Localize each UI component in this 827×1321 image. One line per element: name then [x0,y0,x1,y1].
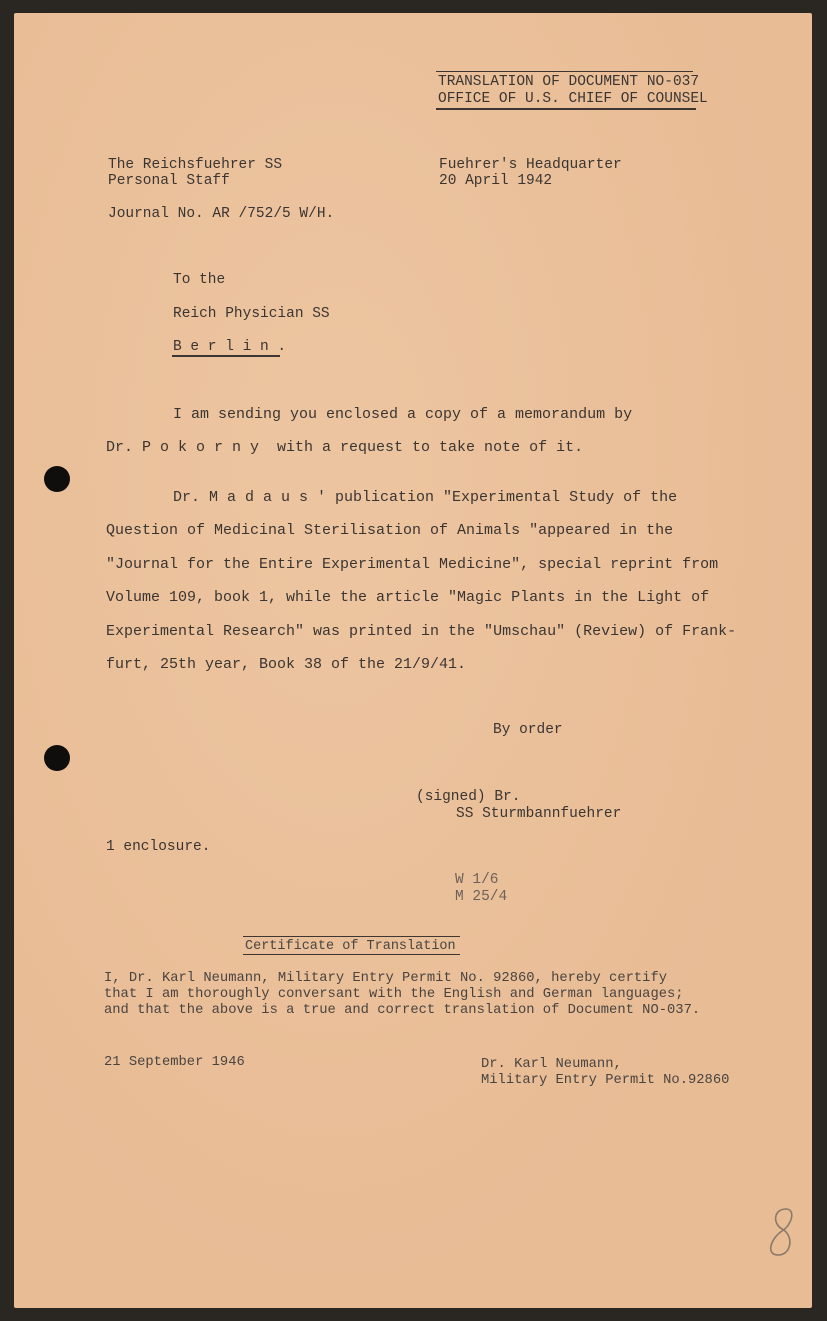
certificate-line-3: and that the above is a true and correct translation of Document NO-037. [104,1003,701,1018]
reference-mark-2: M 25/4 [455,889,508,905]
header-line-2: OFFICE OF U.S. CHIEF OF COUNSEL [438,91,708,107]
punch-hole-top [44,466,70,492]
body-paragraph-2-line-3: "Journal for the Entire Experimental Medicine", special reprint from [106,556,719,573]
body-paragraph-2-line-2: Question of Medicinal Sterilisation of Animals "appeared in the [106,522,674,539]
header-overline [436,71,693,72]
journal-number: Journal No. AR /752/5 W/H. [108,206,335,222]
sender-line-2: Personal Staff [108,173,230,189]
body-paragraph-2-line-6: furt, 25th year, Book 38 of the 21/9/41. [106,656,467,673]
recipient-city-underline [172,355,280,357]
body-paragraph-2-line-4: Volume 109, book 1, while the article "Magic Plants in the Light of [106,589,710,606]
recipient-city: B e r l i n . [173,339,287,355]
signature-rank: SS Sturmbannfuehrer [456,806,622,822]
sender-line-1: The Reichsfuehrer SS [108,157,283,173]
punch-hole-bottom [44,745,70,771]
certificate-title-underline [243,954,460,955]
body-paragraph-1-line-1: I am sending you enclosed a copy of a memorandum by [173,406,633,423]
body-paragraph-2-line-1: Dr. M a d a u s ' publication "Experimental Study of the [173,489,678,506]
header-line-1: TRANSLATION OF DOCUMENT NO-037 [438,74,700,90]
certificate-title: Certificate of Translation [245,939,456,954]
certificate-title-overline [243,936,460,937]
signature-signed: (signed) Br. [416,789,521,805]
body-paragraph-2-line-5: Experimental Research" was printed in the "Umschau" (Review) of Frank- [106,623,737,640]
recipient-to: To the [173,272,226,288]
certificate-permit: Military Entry Permit No.92860 [481,1073,730,1088]
dateline-date: 20 April 1942 [439,173,553,189]
body-paragraph-1-line-2: Dr. P o k o r n y with a request to take note of it. [106,439,584,456]
dateline-place: Fuehrer's Headquarter [439,157,622,173]
recipient-name: Reich Physician SS [173,306,330,322]
enclosure-note: 1 enclosure. [106,839,211,855]
certificate-line-2: that I am thoroughly conversant with the English and German languages; [104,987,684,1002]
handwritten-page-number [762,1205,806,1261]
reference-mark-1: W 1/6 [455,872,499,888]
certificate-signer: Dr. Karl Neumann, [481,1057,622,1072]
header-underline [436,108,696,110]
by-order: By order [493,722,563,738]
certificate-date: 21 September 1946 [104,1055,245,1070]
certificate-line-1: I, Dr. Karl Neumann, Military Entry Permit No. 92860, hereby certify [104,971,668,986]
